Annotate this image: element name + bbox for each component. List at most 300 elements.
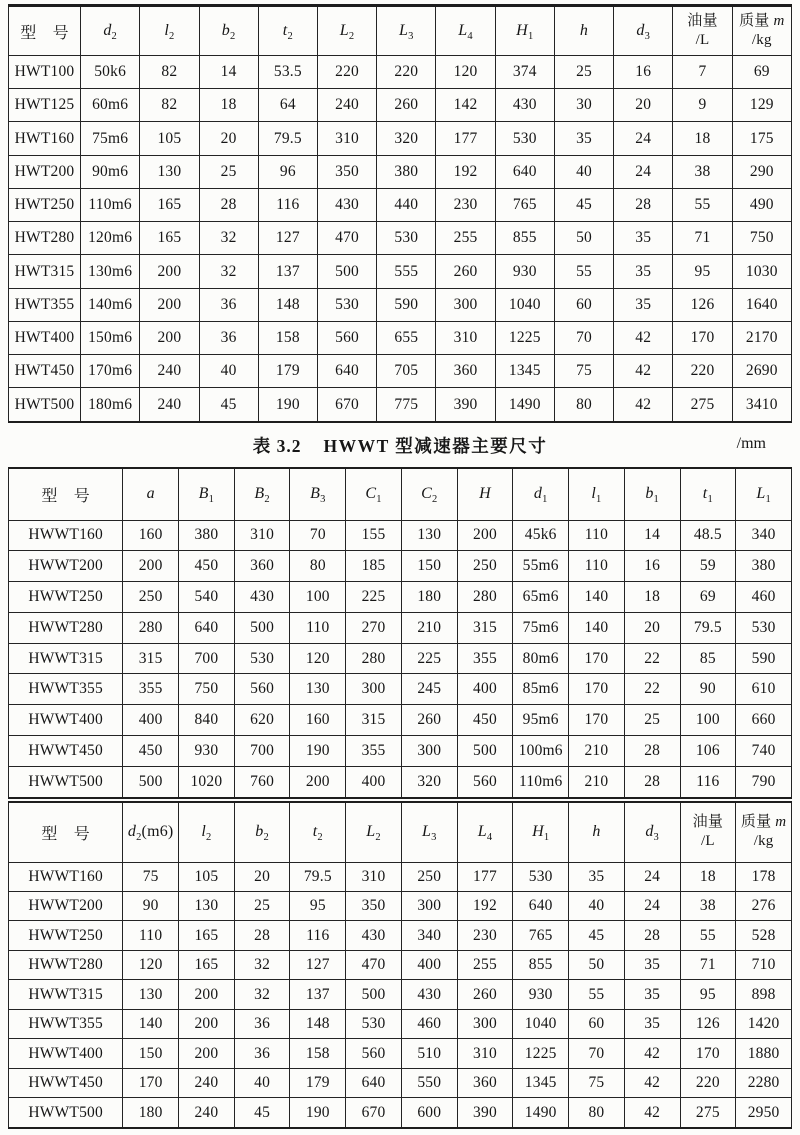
header-cell: $B_3$ [290,468,346,520]
value-cell: 53.5 [258,56,317,89]
value-cell: 200 [123,551,179,582]
value-cell: 95 [680,980,736,1009]
value-cell: 190 [290,1098,346,1128]
header-cell: 型 号 [9,468,123,520]
value-cell: 14 [199,56,258,89]
value-cell: 110 [123,921,179,950]
value-cell: 35 [554,122,613,155]
value-cell: 75 [123,862,179,891]
value-cell: 42 [614,321,673,354]
header-cell: $H_1$ [513,802,569,862]
value-cell: 380 [179,520,235,551]
value-cell: 85 [680,643,736,674]
table-row [9,674,792,705]
header-cell: $l_2$ [140,6,199,56]
table-row [9,582,792,613]
table-row [9,766,792,798]
value-cell: 530 [346,1009,402,1038]
value-cell: 96 [258,155,317,188]
value-cell: 760 [234,766,290,798]
value-cell: 28 [234,921,290,950]
value-cell: 255 [457,950,513,979]
value-cell: 185 [346,551,402,582]
value-cell: 530 [377,222,436,255]
value-cell: 2950 [736,1098,792,1128]
header-cell: $L_3$ [377,6,436,56]
value-cell: 290 [732,155,791,188]
value-cell: 705 [377,355,436,388]
value-cell: 25 [554,56,613,89]
table-row [9,155,792,188]
value-cell: 80 [569,1098,625,1128]
value-cell: 300 [346,674,402,705]
value-cell: 179 [290,1068,346,1097]
value-cell: 1420 [736,1009,792,1038]
header-cell: 型 号 [9,6,81,56]
value-cell: 320 [401,766,457,798]
value-cell: 40 [554,155,613,188]
value-cell: 270 [346,612,402,643]
header-cell: $d_2(m6)$ [123,802,179,862]
value-cell: 530 [495,122,554,155]
value-cell: 75 [554,355,613,388]
value-cell: 90 [680,674,736,705]
value-cell: 20 [614,89,673,122]
value-cell: 126 [673,288,732,321]
caption-title: HWWT 型减速器主要尺寸 [323,435,548,456]
value-cell: 560 [457,766,513,798]
value-cell: 24 [624,862,680,891]
value-cell: 155 [346,520,402,551]
value-cell: 355 [457,643,513,674]
value-cell: 105 [179,862,235,891]
value-cell: 240 [140,355,199,388]
value-cell: 170 [569,643,625,674]
value-cell: 80 [554,388,613,422]
value-cell: 70 [554,321,613,354]
header-cell: $L_2$ [346,802,402,862]
value-cell: 655 [377,321,436,354]
header-cell: $d_1$ [513,468,569,520]
value-cell: 82 [140,56,199,89]
value-cell: 170 [123,1068,179,1097]
model-cell: HWT250 [9,188,81,221]
value-cell: 1345 [513,1068,569,1097]
value-cell: 700 [234,736,290,767]
value-cell: 275 [680,1098,736,1128]
value-cell: 300 [457,1009,513,1038]
value-cell: 280 [123,612,179,643]
value-cell: 7 [673,56,732,89]
value-cell: 640 [346,1068,402,1097]
value-cell: 240 [317,89,376,122]
value-cell: 240 [140,388,199,422]
value-cell: 32 [199,255,258,288]
value-cell: 640 [317,355,376,388]
value-cell: 840 [179,705,235,736]
value-cell: 1880 [736,1039,792,1068]
value-cell: 790 [736,766,792,798]
value-cell: 240 [179,1068,235,1097]
value-cell: 530 [317,288,376,321]
table-row [9,255,792,288]
value-cell: 130 [179,891,235,920]
value-cell: 310 [457,1039,513,1068]
value-cell: 55m6 [513,551,569,582]
value-cell: 315 [123,643,179,674]
header-cell: $B_2$ [234,468,290,520]
model-cell: HWWT400 [9,705,123,736]
table-row [9,1009,792,1038]
value-cell: 855 [495,222,554,255]
header-cell: h [554,6,613,56]
header-row [9,802,792,862]
hwwt-dimensions-table-b [8,801,792,1129]
value-cell: 200 [140,288,199,321]
value-cell: 177 [436,122,495,155]
header-row [9,468,792,520]
value-cell: 2690 [732,355,791,388]
value-cell: 220 [377,56,436,89]
header-cell: $L_1$ [736,468,792,520]
value-cell: 9 [673,89,732,122]
value-cell: 170 [569,674,625,705]
table-row [9,122,792,155]
value-cell: 620 [234,705,290,736]
value-cell: 20 [234,862,290,891]
value-cell: 42 [624,1098,680,1128]
model-cell: HWWT400 [9,1039,123,1068]
value-cell: 170 [569,705,625,736]
model-cell: HWT100 [9,56,81,89]
value-cell: 210 [569,766,625,798]
table-row [9,1068,792,1097]
value-cell: 700 [179,643,235,674]
value-cell: 260 [377,89,436,122]
value-cell: 79.5 [290,862,346,891]
value-cell: 280 [457,582,513,613]
header-cell: 质量 m /kg [736,802,792,862]
value-cell: 116 [290,921,346,950]
value-cell: 530 [513,862,569,891]
table-row [9,355,792,388]
value-cell: 1040 [495,288,554,321]
value-cell: 200 [179,980,235,1009]
value-cell: 24 [624,891,680,920]
value-cell: 310 [346,862,402,891]
value-cell: 540 [179,582,235,613]
value-cell: 40 [234,1068,290,1097]
header-cell: $L_4$ [436,6,495,56]
value-cell: 69 [680,582,736,613]
value-cell: 1345 [495,355,554,388]
value-cell: 158 [290,1039,346,1068]
table-row [9,388,792,422]
value-cell: 230 [457,921,513,950]
unit-label: /mm [736,435,766,452]
value-cell: 440 [377,188,436,221]
value-cell: 200 [140,255,199,288]
value-cell: 60m6 [81,89,140,122]
value-cell: 150 [401,551,457,582]
table-row [9,56,792,89]
value-cell: 140 [569,612,625,643]
value-cell: 180 [123,1098,179,1128]
value-cell: 340 [736,520,792,551]
value-cell: 126 [680,1009,736,1038]
table-row [9,89,792,122]
value-cell: 315 [346,705,402,736]
value-cell: 18 [199,89,258,122]
table-row [9,950,792,979]
value-cell: 210 [401,612,457,643]
model-cell: HWT500 [9,388,81,422]
value-cell: 640 [495,155,554,188]
header-cell: $L_2$ [317,6,376,56]
value-cell: 360 [436,355,495,388]
value-cell: 179 [258,355,317,388]
value-cell: 160 [290,705,346,736]
value-cell: 400 [457,674,513,705]
value-cell: 360 [457,1068,513,1097]
value-cell: 110 [569,551,625,582]
value-cell: 200 [140,321,199,354]
value-cell: 1020 [179,766,235,798]
value-cell: 120 [123,950,179,979]
value-cell: 40 [569,891,625,920]
header-cell: $H_1$ [495,6,554,56]
model-cell: HWWT160 [9,862,123,891]
value-cell: 110 [569,520,625,551]
value-cell: 560 [234,674,290,705]
value-cell: 500 [457,736,513,767]
value-cell: 30 [554,89,613,122]
value-cell: 65m6 [513,582,569,613]
value-cell: 148 [258,288,317,321]
model-cell: HWT315 [9,255,81,288]
value-cell: 200 [179,1009,235,1038]
value-cell: 765 [495,188,554,221]
value-cell: 930 [513,980,569,1009]
value-cell: 16 [624,551,680,582]
value-cell: 79.5 [680,612,736,643]
value-cell: 60 [554,288,613,321]
value-cell: 225 [401,643,457,674]
value-cell: 50k6 [81,56,140,89]
value-cell: 640 [513,891,569,920]
value-cell: 100 [290,582,346,613]
value-cell: 140 [569,582,625,613]
value-cell: 69 [732,56,791,89]
value-cell: 380 [736,551,792,582]
value-cell: 28 [199,188,258,221]
caption-number: 表 3.2 [252,435,302,456]
value-cell: 130 [140,155,199,188]
value-cell: 710 [736,950,792,979]
value-cell: 470 [317,222,376,255]
header-cell: H [457,468,513,520]
value-cell: 275 [673,388,732,422]
value-cell: 105 [140,122,199,155]
value-cell: 180 [401,582,457,613]
value-cell: 55 [680,921,736,950]
model-cell: HWT200 [9,155,81,188]
table-row [9,520,792,551]
model-cell: HWWT315 [9,643,123,674]
model-cell: HWWT355 [9,1009,123,1038]
model-cell: HWWT280 [9,612,123,643]
model-cell: HWT280 [9,222,81,255]
model-cell: HWWT355 [9,674,123,705]
value-cell: 500 [317,255,376,288]
value-cell: 142 [436,89,495,122]
value-cell: 140m6 [81,288,140,321]
value-cell: 55 [673,188,732,221]
value-cell: 36 [234,1039,290,1068]
value-cell: 170 [673,321,732,354]
value-cell: 355 [123,674,179,705]
value-cell: 1490 [513,1098,569,1128]
value-cell: 1640 [732,288,791,321]
header-cell: $l_1$ [569,468,625,520]
header-cell: 质量 m /kg [732,6,791,56]
value-cell: 260 [401,705,457,736]
value-cell: 600 [401,1098,457,1128]
value-cell: 24 [614,155,673,188]
value-cell: 190 [258,388,317,422]
value-cell: 930 [495,255,554,288]
value-cell: 210 [569,736,625,767]
value-cell: 450 [457,705,513,736]
value-cell: 45 [569,921,625,950]
value-cell: 3410 [732,388,791,422]
value-cell: 170 [680,1039,736,1068]
value-cell: 35 [569,862,625,891]
value-cell: 45k6 [513,520,569,551]
value-cell: 127 [290,950,346,979]
value-cell: 165 [179,950,235,979]
value-cell: 340 [401,921,457,950]
header-cell: $L_4$ [457,802,513,862]
value-cell: 42 [614,355,673,388]
value-cell: 310 [436,321,495,354]
header-cell: 油量 /L [673,6,732,56]
value-cell: 560 [346,1039,402,1068]
value-cell: 32 [234,950,290,979]
table-row [9,705,792,736]
table-row [9,921,792,950]
value-cell: 500 [234,612,290,643]
value-cell: 178 [736,862,792,891]
value-cell: 1030 [732,255,791,288]
value-cell: 765 [513,921,569,950]
value-cell: 315 [457,612,513,643]
value-cell: 390 [457,1098,513,1128]
value-cell: 670 [346,1098,402,1128]
value-cell: 750 [179,674,235,705]
header-cell: $t_1$ [680,468,736,520]
value-cell: 500 [123,766,179,798]
value-cell: 2170 [732,321,791,354]
value-cell: 430 [346,921,402,950]
value-cell: 300 [436,288,495,321]
header-cell: a [123,468,179,520]
value-cell: 150m6 [81,321,140,354]
value-cell: 310 [234,520,290,551]
value-cell: 35 [624,1009,680,1038]
value-cell: 610 [736,674,792,705]
value-cell: 528 [736,921,792,950]
value-cell: 95m6 [513,705,569,736]
table-row [9,891,792,920]
value-cell: 120m6 [81,222,140,255]
value-cell: 55 [554,255,613,288]
value-cell: 20 [199,122,258,155]
value-cell: 460 [736,582,792,613]
model-cell: HWT160 [9,122,81,155]
value-cell: 500 [346,980,402,1009]
header-cell: $d_2$ [81,6,140,56]
value-cell: 28 [614,188,673,221]
value-cell: 430 [234,582,290,613]
model-cell: HWT125 [9,89,81,122]
value-cell: 32 [234,980,290,1009]
value-cell: 70 [290,520,346,551]
value-cell: 129 [732,89,791,122]
value-cell: 225 [346,582,402,613]
value-cell: 200 [179,1039,235,1068]
model-cell: HWWT500 [9,766,123,798]
value-cell: 90 [123,891,179,920]
value-cell: 18 [673,122,732,155]
header-cell: $B_1$ [179,468,235,520]
value-cell: 55 [569,980,625,1009]
value-cell: 250 [457,551,513,582]
value-cell: 28 [624,736,680,767]
model-cell: HWWT450 [9,736,123,767]
header-cell: 型 号 [9,802,123,862]
value-cell: 79.5 [258,122,317,155]
value-cell: 750 [732,222,791,255]
value-cell: 530 [234,643,290,674]
table-row [9,736,792,767]
value-cell: 490 [732,188,791,221]
value-cell: 470 [346,950,402,979]
model-cell: HWWT315 [9,980,123,1009]
value-cell: 45 [199,388,258,422]
value-cell: 130 [123,980,179,1009]
model-cell: HWWT200 [9,891,123,920]
value-cell: 116 [258,188,317,221]
header-cell: $b_1$ [624,468,680,520]
value-cell: 670 [317,388,376,422]
value-cell: 16 [614,56,673,89]
table-row [9,1098,792,1128]
value-cell: 42 [624,1039,680,1068]
value-cell: 24 [614,122,673,155]
model-cell: HWWT500 [9,1098,123,1128]
value-cell: 45 [234,1098,290,1128]
value-cell: 230 [436,188,495,221]
value-cell: 250 [123,582,179,613]
value-cell: 374 [495,56,554,89]
value-cell: 255 [436,222,495,255]
value-cell: 28 [624,921,680,950]
header-cell: $C_1$ [346,468,402,520]
model-cell: HWWT250 [9,921,123,950]
value-cell: 190 [290,736,346,767]
value-cell: 45 [554,188,613,221]
